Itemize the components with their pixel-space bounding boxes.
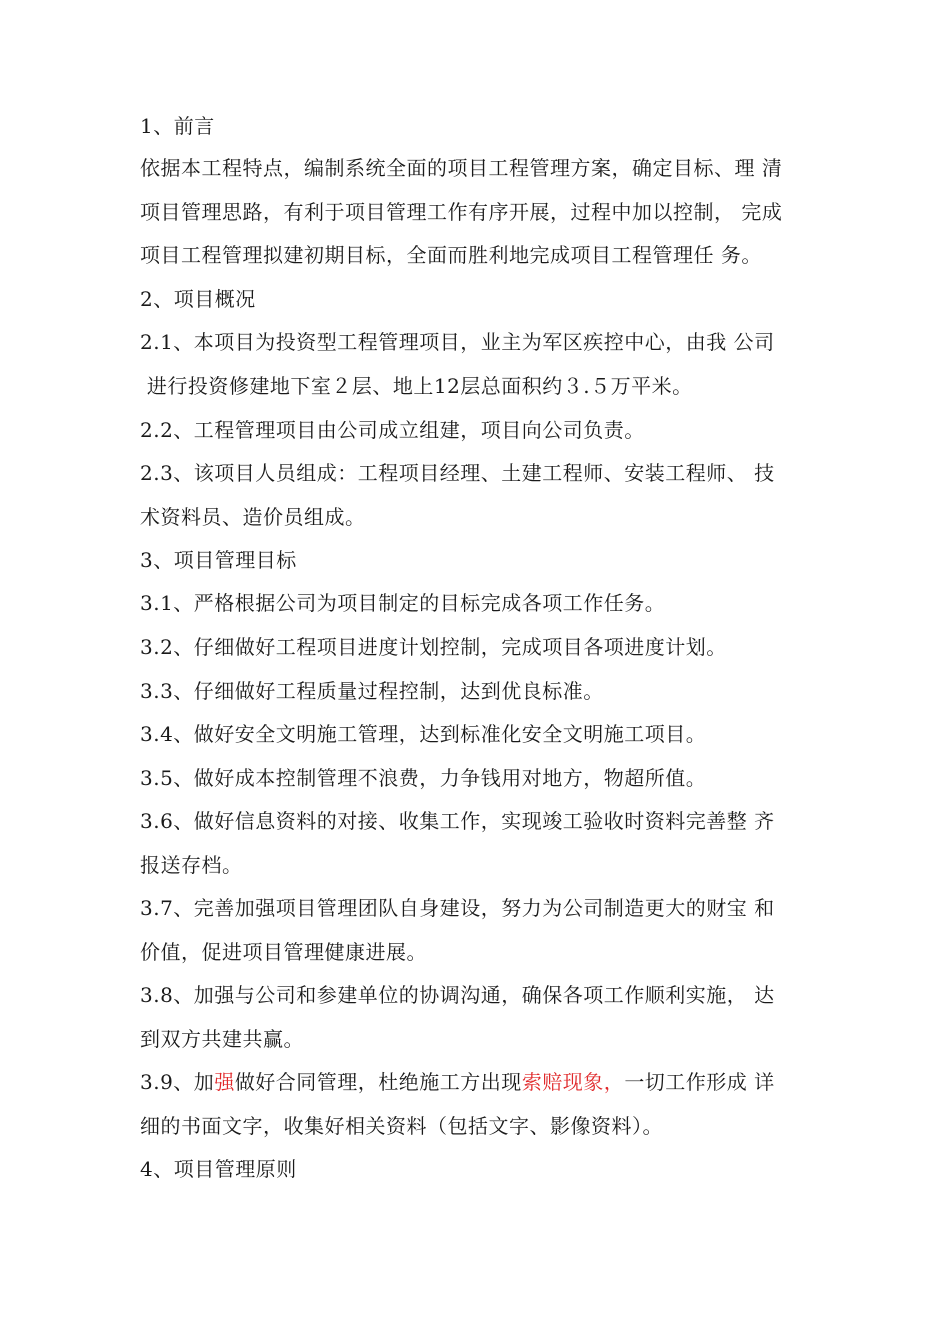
paragraph-line: 3.8、加强与公司和参建单位的协调沟通，确保各项工作顺利实施， 达: [140, 983, 775, 1007]
text-segment: 做好合同管理，杜绝施工方出现: [234, 1070, 522, 1094]
highlighted-text: 索赔现象，: [521, 1070, 625, 1094]
paragraph-line: 3.2、仔细做好工程项目进度计划控制，完成项目各项进度计划。: [140, 635, 727, 659]
paragraph-line: 2.3、该项目人员组成：工程项目经理、土建工程师、安装工程师、 技: [140, 461, 775, 485]
text-segment: 一切工作形成 详: [624, 1070, 775, 1094]
paragraph-line: 3.1、严格根据公司为项目制定的目标完成各项工作任务。: [140, 591, 666, 615]
paragraph-line: 2.2、工程管理项目由公司成立组建，项目向公司负责。: [140, 418, 645, 442]
paragraph-line: 3.6、做好信息资料的对接、收集工作，实现竣工验收时资料完善整 齐: [140, 809, 775, 833]
paragraph-line: 依据本工程特点，编制系统全面的项目工程管理方案，确定目标、理 清: [140, 156, 783, 180]
text-segment: 3.9、加: [140, 1070, 215, 1094]
paragraph-line: 3.4、做好安全文明施工管理，达到标准化安全文明施工项目。: [140, 722, 707, 746]
paragraph-line: 项目管理思路，有利于项目管理工作有序开展，过程中加以控制， 完成: [140, 200, 783, 224]
heading-3-goals: 3、项目管理目标: [140, 548, 297, 572]
paragraph-line: 价值，促进项目管理健康进展。: [140, 940, 427, 964]
heading-2-overview: 2、项目概况: [140, 287, 256, 311]
paragraph-line: 3.7、完善加强项目管理团队自身建设，努力为公司制造更大的财宝 和: [140, 896, 775, 920]
paragraph-line: 3.5、做好成本控制管理不浪费，力争钱用对地方，物超所值。: [140, 766, 707, 790]
paragraph-line-3-9: [140, 1070, 775, 1094]
heading-4-principles: 4、项目管理原则: [140, 1157, 297, 1181]
paragraph-line: 2.1、本项目为投资型工程管理项目，业主为军区疾控中心，由我 公司: [140, 330, 775, 354]
paragraph-line: 项目工程管理拟建初期目标，全面而胜利地完成项目工程管理任 务。: [140, 243, 762, 267]
highlighted-text: 强: [214, 1070, 235, 1094]
heading-1-preface: 1、前言: [140, 114, 215, 138]
paragraph-line: 3.3、仔细做好工程质量过程控制，达到优良标准。: [140, 679, 604, 703]
paragraph-line: 进行投资修建地下室２层、地上12层总面积约３.５万平米。: [140, 374, 693, 398]
paragraph-line: 术资料员、造价员组成。: [140, 505, 366, 529]
paragraph-line: 细的书面文字，收集好相关资料（包括文字、影像资料）。: [140, 1114, 663, 1138]
paragraph-line: 报送存档。: [140, 853, 243, 877]
paragraph-line: 到双方共建共赢。: [140, 1027, 304, 1051]
